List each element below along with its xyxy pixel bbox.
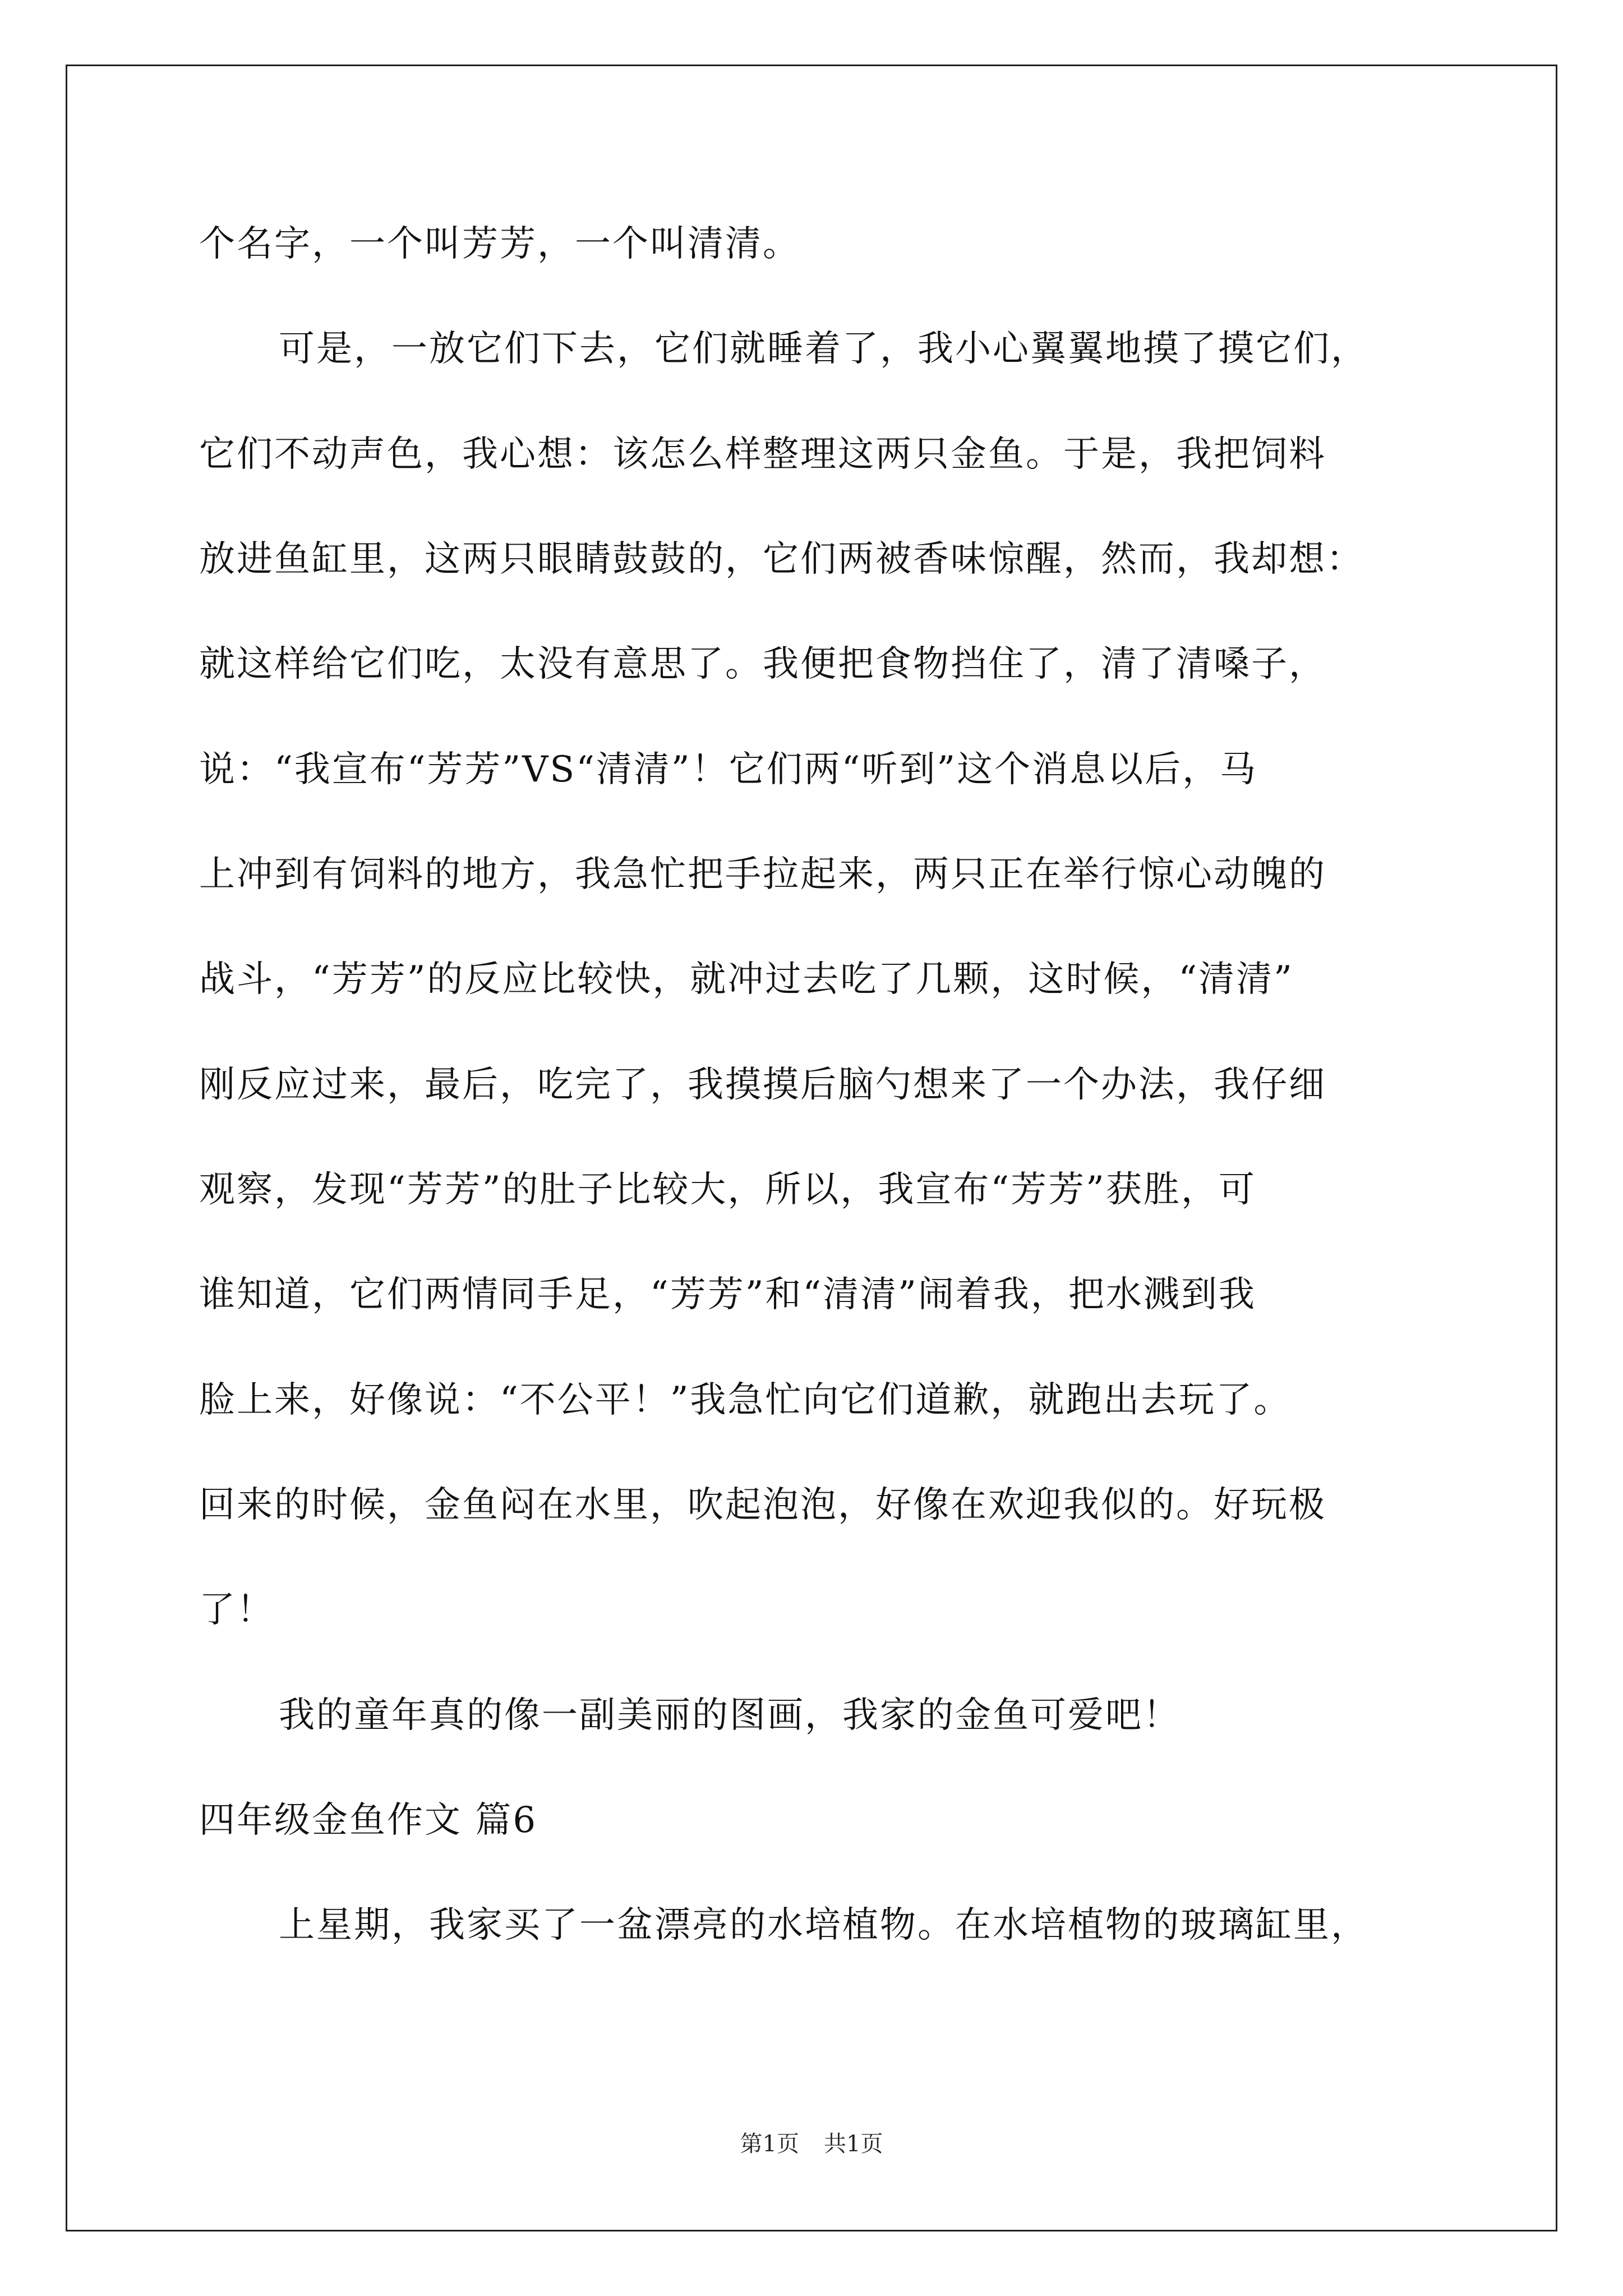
page-footer — [0, 2133, 1623, 2155]
text-line: 上冲到有饲料的地方，我急忙把手拉起来，两只正在举行惊心动魄的 — [199, 854, 1326, 895]
section-heading: 四年级金鱼作文 篇6 — [199, 1800, 538, 1841]
page-number: 第1页 — [740, 2131, 799, 2157]
text-line: 个名字，一个叫芳芳，一个叫清清。 — [199, 223, 800, 265]
paragraph-start-line: 我的童年真的像一副美丽的图画，我家的金鱼可爱吧！ — [279, 1695, 1181, 1736]
text-line: 战斗，“芳芳”的反应比较快，就冲过去吃了几颗，这时候，“清清” — [199, 959, 1294, 1000]
page-total: 共1页 — [824, 2131, 883, 2157]
text-line: 了！ — [199, 1589, 274, 1631]
text-line: 就这样给它们吃，太没有意思了。我便把食物挡住了，清了清嗓子， — [199, 643, 1326, 685]
text-line: 观察，发现“芳芳”的肚子比较大，所以，我宣布“芳芳”获胜，可 — [199, 1169, 1256, 1211]
text-line: 放进鱼缸里，这两只眼睛鼓鼓的，它们两被香味惊醒，然而，我却想： — [199, 539, 1364, 580]
text-line: 它们不动声色，我心想：该怎么样整理这两只金鱼。于是，我把饲料 — [199, 434, 1326, 475]
paragraph-start-line: 可是，一放它们下去，它们就睡着了，我小心翼翼地摸了摸它们， — [279, 328, 1368, 370]
text-line: 回来的时候，金鱼闷在水里，吹起泡泡，好像在欢迎我似的。好玩极 — [199, 1484, 1326, 1526]
text-line: 刚反应过来，最后，吃完了，我摸摸后脑勺想来了一个办法，我仔细 — [199, 1064, 1326, 1106]
paragraph-start-line: 上星期，我家买了一盆漂亮的水培植物。在水培植物的玻璃缸里， — [279, 1904, 1368, 1946]
text-line: 说：“我宣布“芳芳”VS“清清”！它们两“听到”这个消息以后，马 — [199, 749, 1258, 790]
text-line: 谁知道，它们两情同手足，“芳芳”和“清清”闹着我，把水溅到我 — [199, 1274, 1256, 1315]
text-line: 脸上来，好像说：“不公平！”我急忙向它们道歉，就跑出去玩了。 — [199, 1379, 1292, 1421]
